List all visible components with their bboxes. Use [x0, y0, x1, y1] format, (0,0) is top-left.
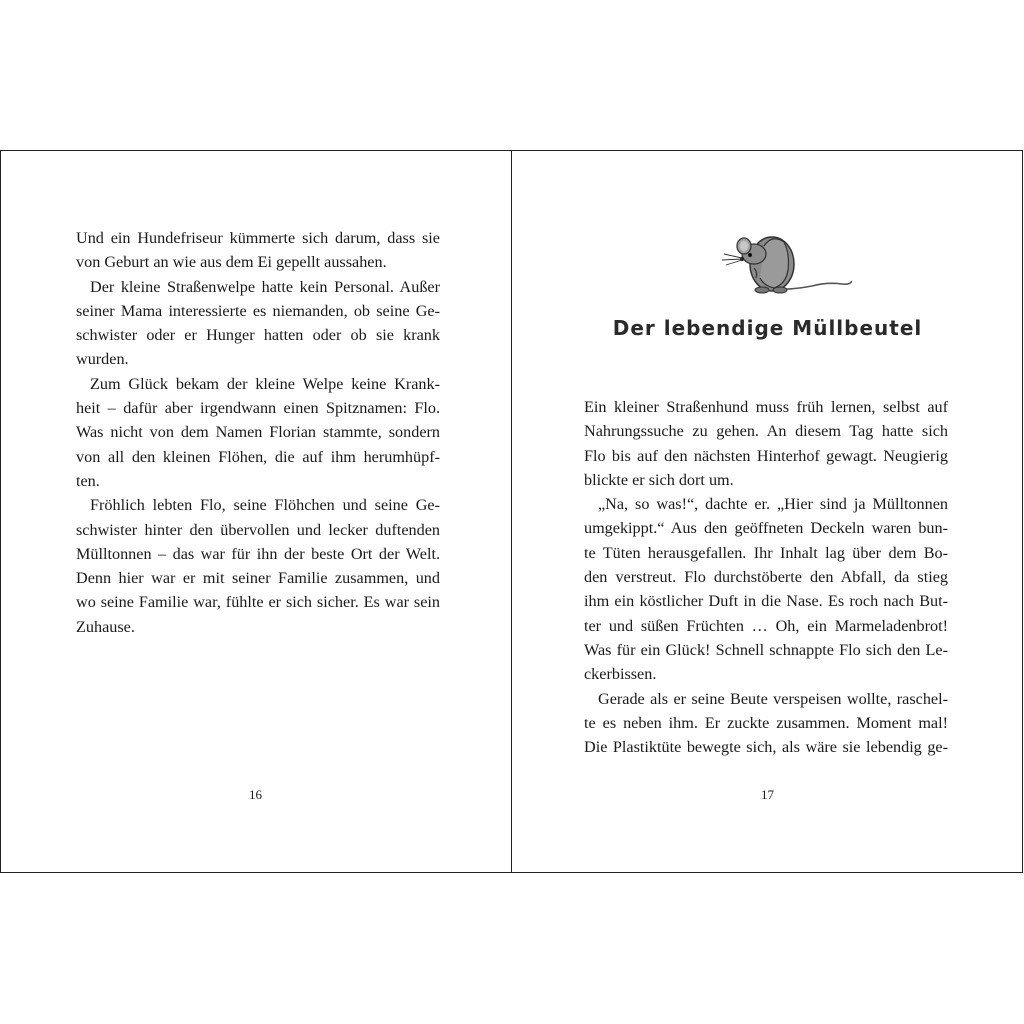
text-line: te Tüten herausgefallen. Ihr Inhalt lag über dem Bo-: [584, 543, 948, 562]
text-line: den verstreut. Flo durchstöberte den Abfall, da stieg: [584, 568, 948, 587]
text-line: Der kleine Straßenwelpe hatte kein Personal. Außer: [90, 277, 440, 296]
text-line: seiner Mama interessierte es niemanden, ob seine Ge-: [76, 301, 440, 320]
text-line: ckerbissen.: [584, 665, 657, 684]
text-line: Mülltonnen – das war für ihn der beste Ort der Welt.: [76, 544, 440, 563]
left-page: [0, 150, 511, 873]
text-line: Ein kleiner Straßenhund muss früh lernen, selbst auf: [584, 398, 948, 416]
text-line: von all den kleinen Flöhen, die auf ihm herumhüpf-: [76, 447, 440, 466]
text-line: ihm ein köstlicher Duft in die Nase. Es roch nach But-: [584, 592, 948, 611]
right-body-text: [584, 395, 948, 759]
left-body-text: [76, 226, 440, 639]
text-line: Zuhause.: [76, 617, 135, 636]
right-page: [512, 150, 1023, 873]
text-line: Und ein Hundefriseur kümmerte sich darum, dass sie: [76, 229, 440, 247]
text-line: Flo bis auf den nächsten Hinterhof gewagt. Neugierig: [584, 446, 948, 465]
text-line: „Na, so was!“, dachte er. „Hier sind ja Mülltonnen: [598, 495, 948, 514]
text-line: Was nicht von dem Namen Florian stammte, sondern: [76, 423, 440, 442]
text-line: Fröhlich lebten Flo, seine Flöhchen und seine Ge-: [90, 496, 440, 515]
text-line: Die Plastiktüte bewegte sich, als wäre sie lebendig ge-: [584, 738, 948, 757]
mouse-icon: [702, 224, 852, 296]
text-line: wo seine Familie war, fühlte er sich sicher. Es war sein: [76, 593, 440, 612]
text-line: umgekippt.“ Aus den geöffneten Deckeln waren bun-: [584, 519, 948, 538]
text-line: Gerade als er seine Beute verspeisen wollte, raschel-: [598, 689, 948, 708]
text-line: ten.: [76, 471, 100, 490]
left-page-number: 16: [249, 787, 262, 802]
text-line: blickte er sich dort um.: [584, 470, 734, 489]
chapter-title: Der lebendige Müllbeutel: [612, 316, 923, 340]
right-page-number: 17: [761, 787, 774, 802]
text-line: Nahrungssuche zu gehen. An diesem Tag hatte sich: [584, 422, 948, 441]
text-line: Denn hier war er mit seiner Familie zusammen, und: [76, 569, 440, 588]
text-line: schwister hinter den übervollen und lecker duftenden: [76, 520, 440, 539]
text-line: Zum Glück bekam der kleine Welpe keine Krank-: [90, 374, 440, 393]
text-line: wurden.: [76, 350, 129, 369]
text-line: ter und süßen Früchten … Oh, ein Marmeladenbrot!: [584, 616, 948, 635]
text-line: von Geburt an wie aus dem Ei gepellt aussahen.: [76, 253, 387, 272]
text-line: te es neben ihm. Er zuckte zusammen. Moment mal!: [584, 713, 948, 732]
text-line: heit – dafür aber irgendwann einen Spitznamen: Flo.: [76, 399, 440, 418]
text-line: schwister oder er Hunger hatten oder ob sie krank: [76, 326, 440, 345]
text-line: Was für ein Glück! Schnell schnappte Flo sich den Le-: [584, 640, 948, 659]
